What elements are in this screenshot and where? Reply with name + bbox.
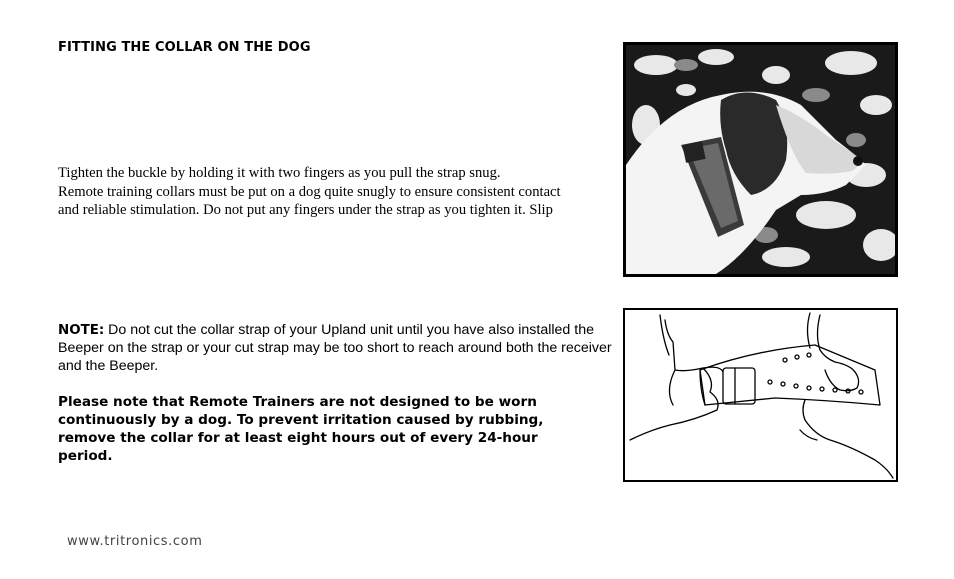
fitting-instructions <box>58 164 618 220</box>
instruction-line-2: Remote training collars must be put on a dog quite snugly to ensure consistent contact <box>58 183 561 200</box>
warning-paragraph: Please note that Remote Trainers are not designed to be worn continuously by a dog. To prevent irritation caused by rubbing, remove the collar for at least eight hours out of every 24-hour period. <box>58 394 544 464</box>
note-text: Do not cut the collar strap of your Upland unit until you have also installed the Beeper on the strap or your cut strap may be too short to reach around both the receiver and the Beeper. <box>58 322 612 374</box>
note-paragraph <box>58 322 623 375</box>
dog-collar-photo <box>623 42 898 277</box>
instruction-line-1: Tighten the buckle by holding it with two fingers as you pull the strap snug. <box>58 165 501 181</box>
note-label: NOTE: <box>58 323 105 338</box>
hands-buckle-illustration <box>623 308 898 482</box>
section-heading: FITTING THE COLLAR ON THE DOG <box>58 40 311 55</box>
instruction-line-3: and reliable stimulation. Do not put any fingers under the strap as you tighten it. Slip <box>58 202 553 218</box>
footer-url: www.tritronics.com <box>67 534 203 549</box>
